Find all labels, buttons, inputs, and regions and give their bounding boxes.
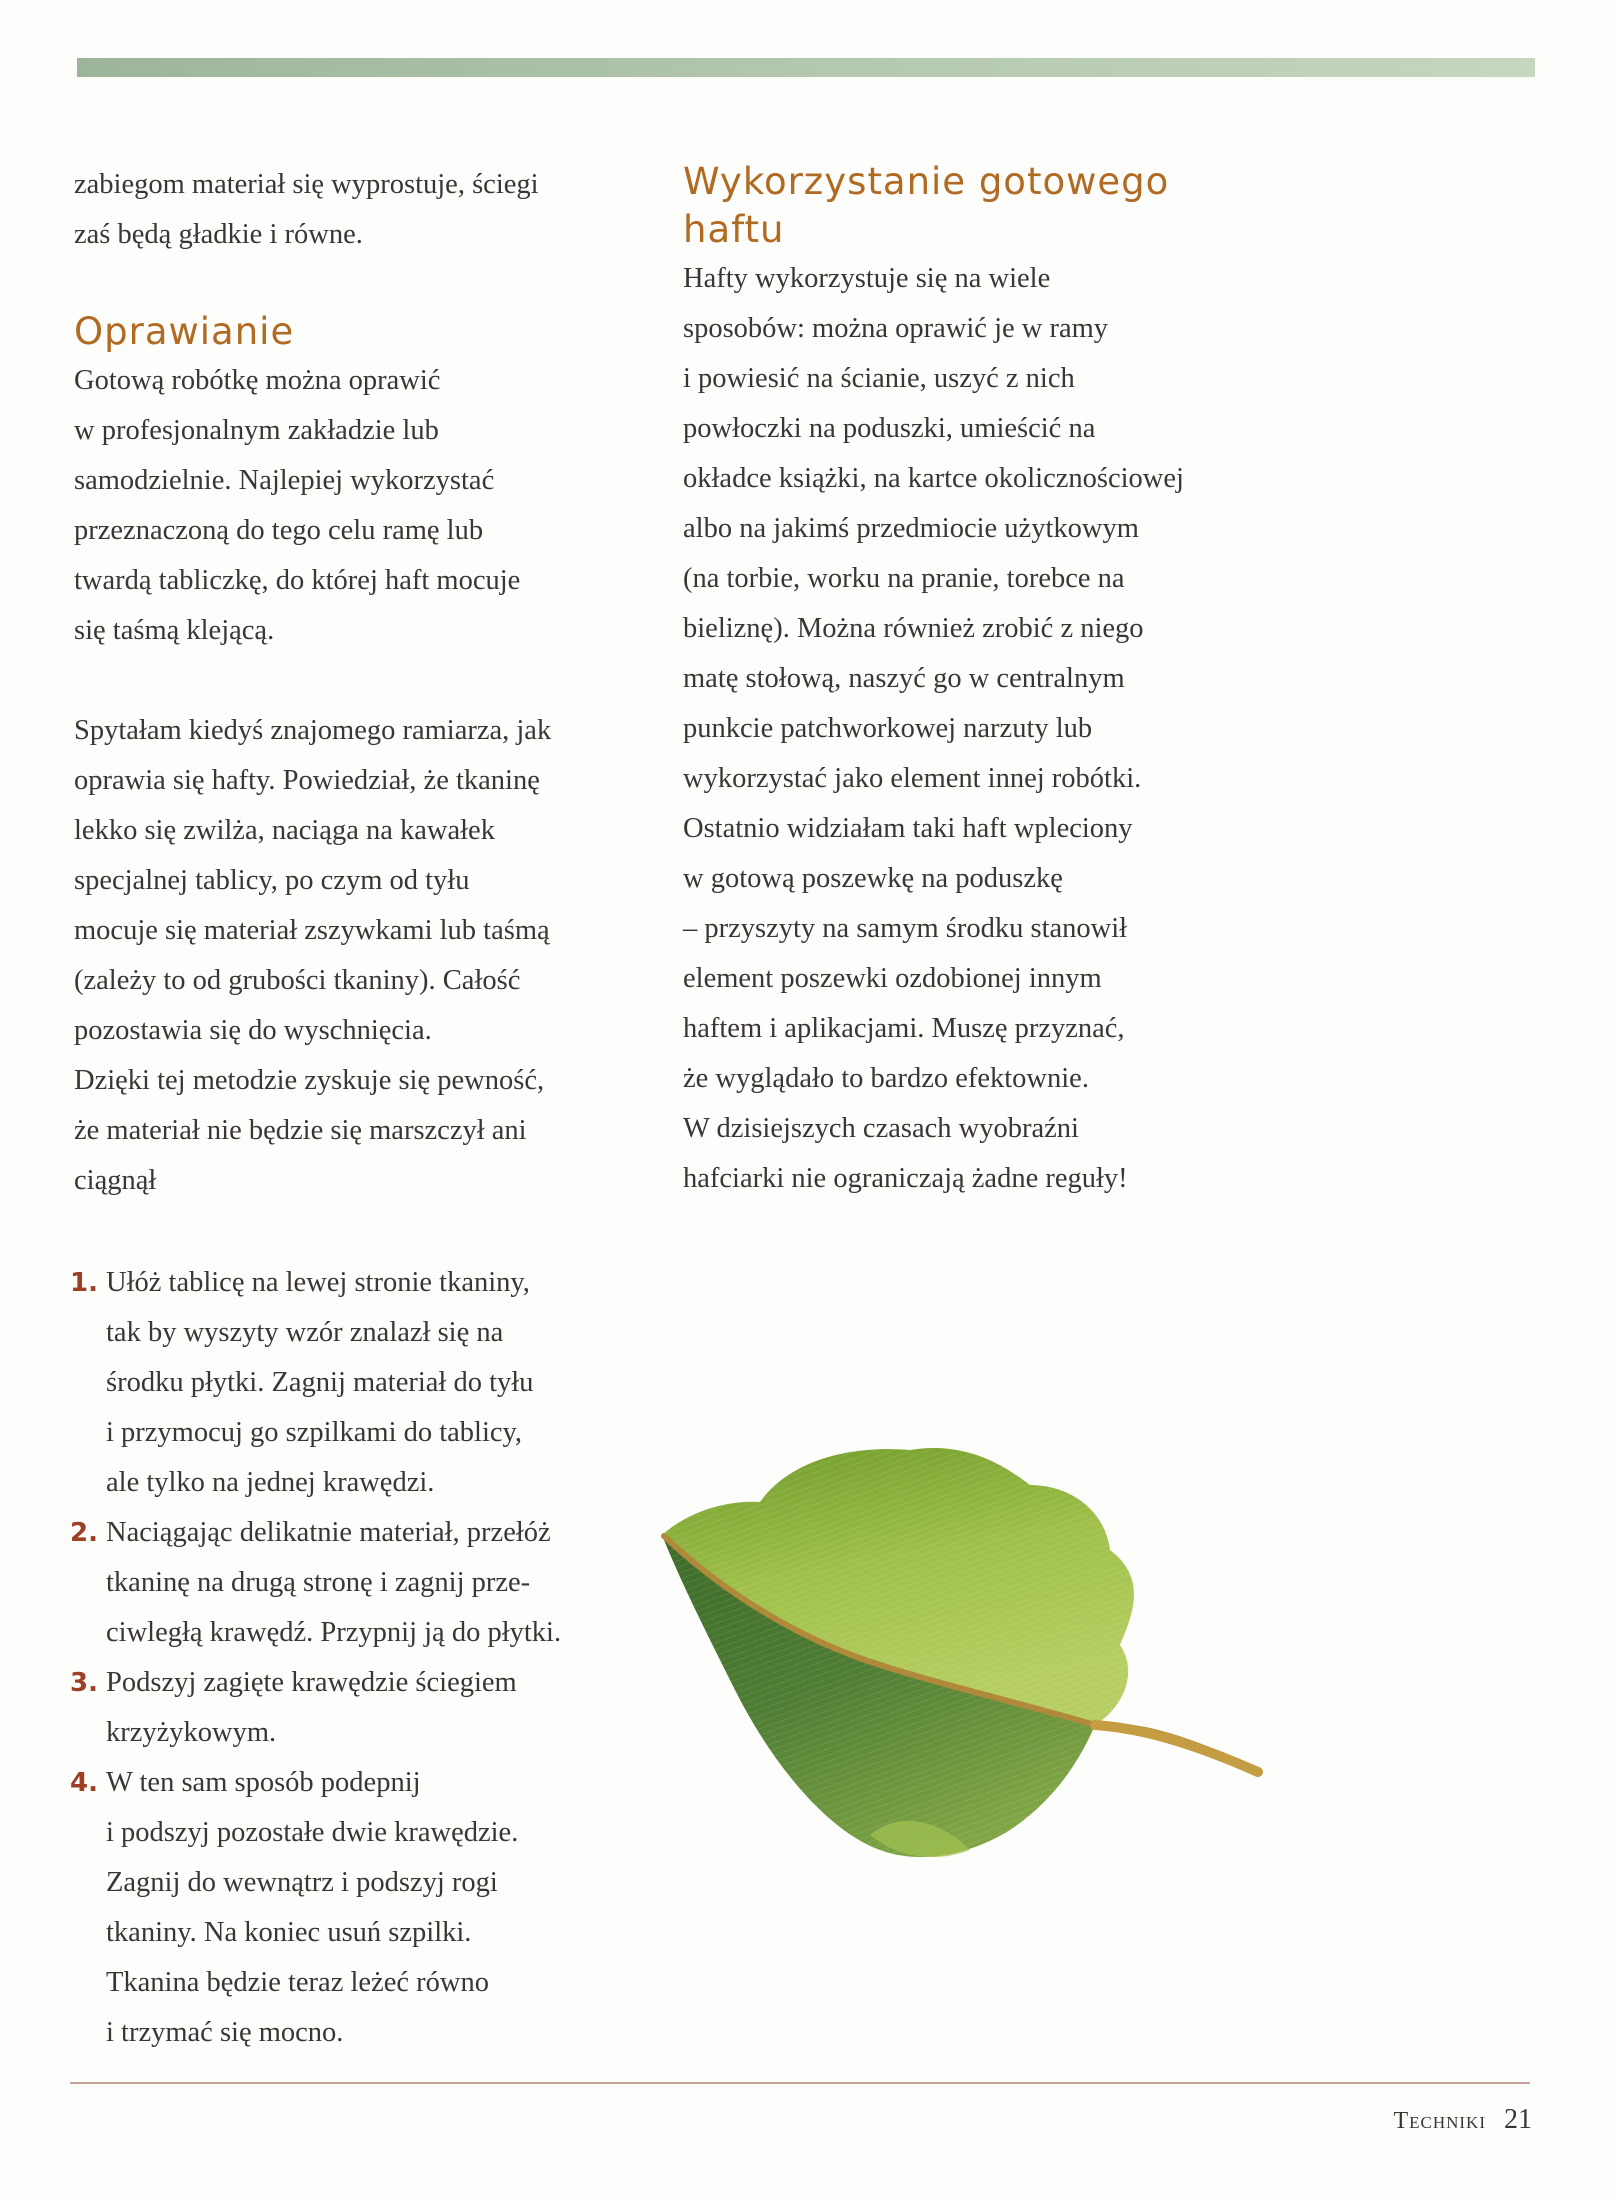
right-column: [683, 158, 1283, 1204]
step-item: [70, 1508, 670, 1658]
section-title-line-1: Wykorzystanie gotowego: [683, 160, 1170, 203]
steps-list: [70, 1258, 670, 2058]
page-number: 21: [1504, 2104, 1532, 2135]
left-column: [74, 160, 634, 1206]
footer-section-label: Techniki: [1393, 2108, 1486, 2134]
leaf-icon: [650, 1430, 1280, 1870]
section-title-oprawianie: Oprawianie: [74, 310, 295, 353]
step-number: 1.: [70, 1268, 98, 1298]
oprawianie-paragraph-2: Spytałam kiedyś znajomego ramiarza, jak oprawia się hafty. Powiedział, że tkaninę lekko się zwilża, naciąga na kawałek specjalnej tablicy, po czym od tyłu mocuje się materiał zszywkami lub taśmą (zależy to od grubości tkaniny). Całość pozostawia się do wyschnięcia. Dzięki tej metodzie zyskuje się pewność, że materiał nie będzie się marszczył ani ciągnął: [74, 715, 552, 1196]
footer-divider: [70, 2082, 1530, 2084]
step-text: Podszyj zagięte krawędzie ściegiem krzyżykowym.: [106, 1667, 517, 1748]
step-number: 2.: [70, 1518, 98, 1548]
step-item: [70, 1758, 670, 2058]
step-number: 3.: [70, 1668, 98, 1698]
step-text: Naciągając delikatnie materiał, przełóż tkaninę na drugą stronę i zagnij prze- ciwległą krawędź. Przypnij ją do płytki.: [106, 1517, 562, 1648]
step-text: Ułóż tablicę na lewej stronie tkaniny, tak by wyszyty wzór znalazł się na środku płytki. Zagnij materiał do tyłu i przymocuj go szpilkami do tablicy, ale tylko na jednej krawędzi.: [106, 1267, 534, 1498]
oprawianie-paragraph-1: Gotową robótkę można oprawić w profesjonalnym zakładzie lub samodzielnie. Najlepiej wykorzystać przeznaczoną do tego celu ramę lub twardą tabliczkę, do której haft mocuje się taśmą klejącą.: [74, 365, 521, 646]
section-title-line-2: haftu: [683, 208, 785, 251]
wykorzystanie-paragraph: Hafty wykorzystuje się na wiele sposobów: można oprawić je w ramy i powiesić na ścianie, uszyć z nich powłoczki na poduszki, umieścić na okładce książki, na kartce okolicznościowej albo na jakimś przedmiocie użytkowym (na torbie, worku na pranie, torebce na bieliznę). Można również zrobić z niego matę stołową, naszyć go w centralnym punkcie patchworkowej narzuty lub wykorzystać jako element innej robótki. Ostatnio widziałam taki haft wpleciony w gotową poszewkę na poduszkę – przyszyty na samym środku stanowił element poszewki ozdobionej innym haftem i aplikacjami. Muszę przyznać, że wyglądało to bardzo efektownie. W dzisiejszych czasach wyobraźni hafciarki nie ograniczają żadne reguły!: [683, 263, 1184, 1194]
step-item: [70, 1258, 670, 1508]
intro-paragraph: zabiegom materiał się wyprostuje, ściegi zaś będą gładkie i równe.: [74, 169, 539, 250]
step-text: W ten sam sposób podepnij i podszyj pozostałe dwie krawędzie. Zagnij do wewnątrz i podszyj rogi tkaniny. Na koniec usuń szpilki. Tkanina będzie teraz leżeć równo i trzymać się mocno.: [106, 1767, 519, 2048]
step-item: [70, 1658, 670, 1758]
step-number: 4.: [70, 1768, 98, 1798]
top-decorative-bar: [77, 58, 1535, 77]
embroidered-leaf-image: [650, 1430, 1280, 1870]
page-footer: [1393, 2104, 1532, 2136]
section-title-wykorzystanie: [683, 158, 1283, 254]
